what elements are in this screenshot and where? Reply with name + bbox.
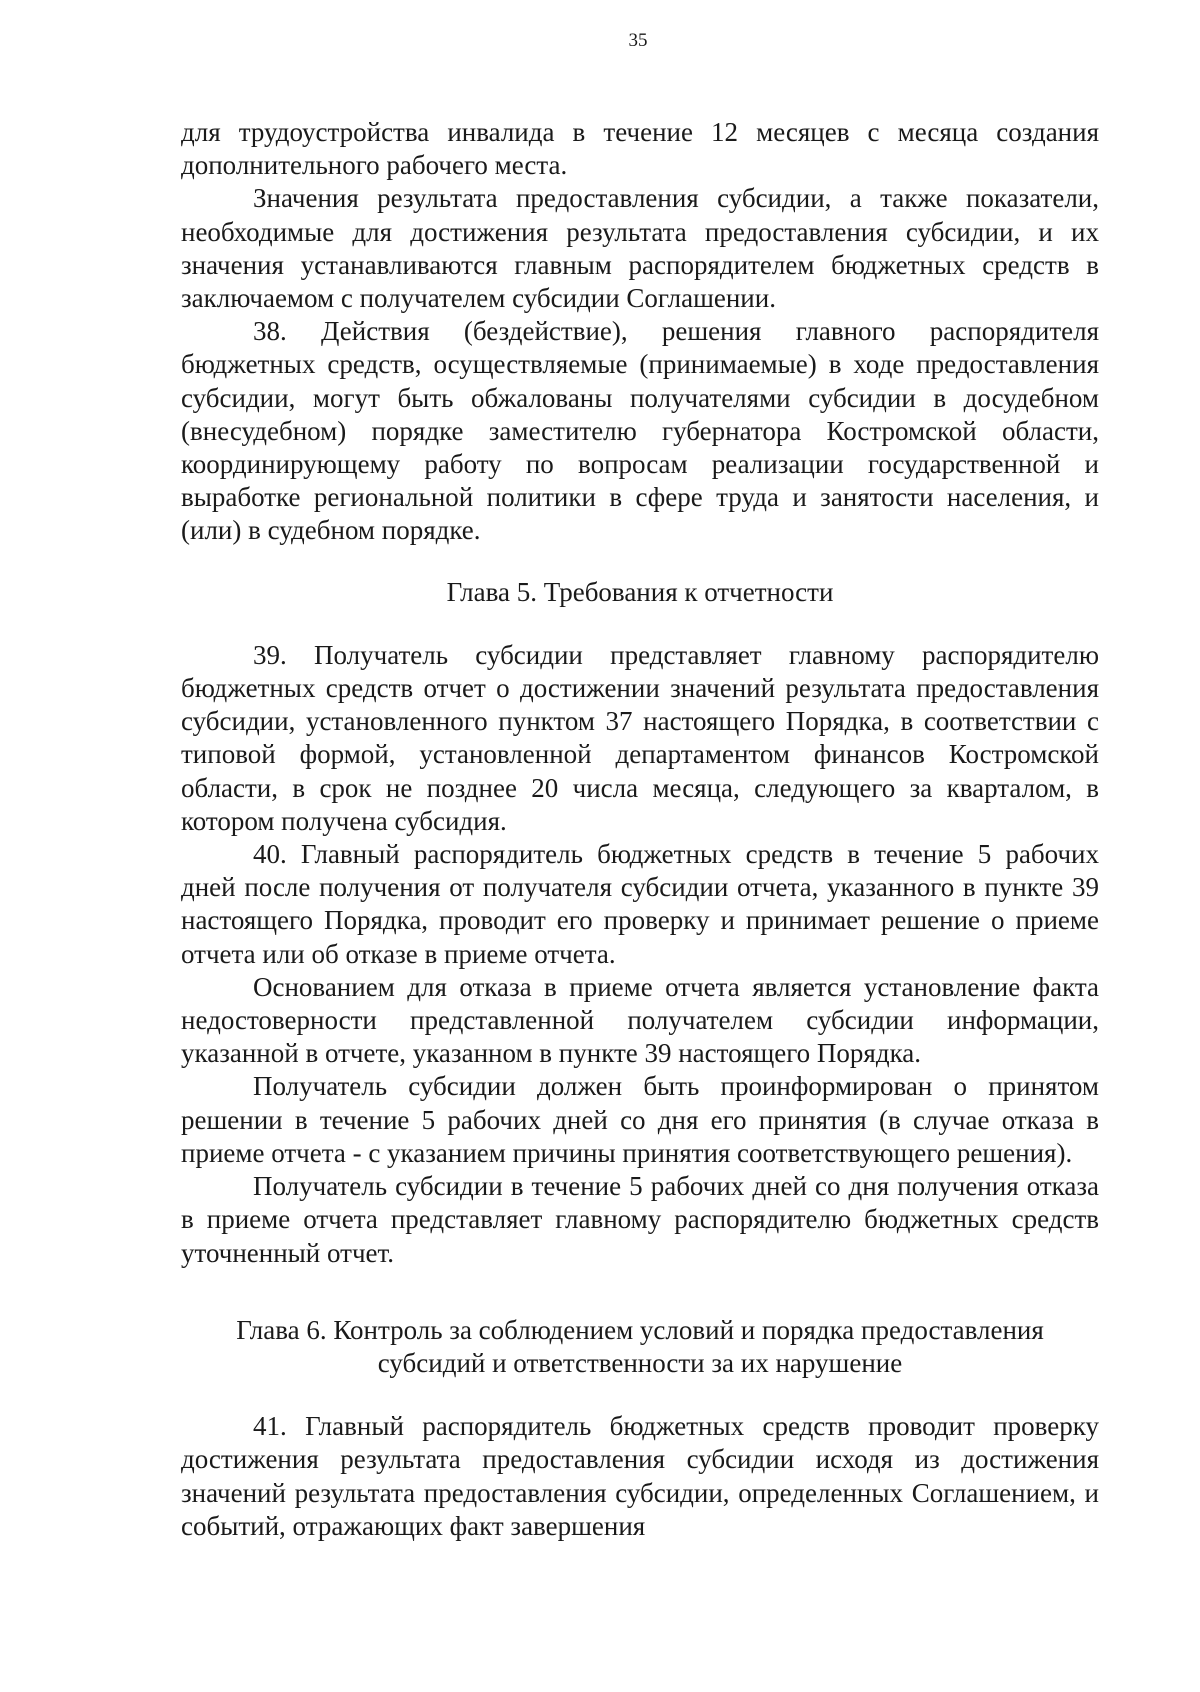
- paragraph-39: 39. Получатель субсидии представляет главному распорядителю бюджетных средств отчет о достижении значений результата предоставления субсидии, установленного пунктом 37 настоящего Порядка, в соответствии с типовой формой, установленной департаментом финансов Костромской области, в срок не позднее 20 числа месяца, следующего за кварталом, в котором получена субсидия.: [181, 639, 1099, 836]
- page-number: 35: [628, 30, 648, 51]
- paragraph-corrected-report: Получатель субсидии в течение 5 рабочих дней со дня получения отказа в приеме отчета представляет главному распорядителю бюджетных средств уточненный отчет.: [181, 1171, 1099, 1268]
- paragraph-continuation: для трудоустройства инвалида в течение 12 месяцев с месяца создания дополнительного рабочего места.: [181, 117, 1099, 181]
- paragraph-41: 41. Главный распорядитель бюджетных средств проводит проверку достижения результата предоставления субсидии исходя из достижения значений результата предоставления субсидии, определенных Соглашением, и событий, отражающих факт завершения: [181, 1411, 1099, 1541]
- paragraph-result-values: Значения результата предоставления субсидии, а также показатели, необходимые для достижения результата предоставления субсидии, и их значения устанавливаются главным распорядителем бюджетных средств в заключаемом с получателем субсидии Соглашении.: [181, 183, 1099, 314]
- paragraph-38: 38. Действия (бездействие), решения главного распорядителя бюджетных средств, осуществляемые (принимаемые) в ходе предоставления субсидии, могут быть обжалованы получателями субсидии в досудебном (внесудебном) порядке заместителю губернатора Костромской области, координирующему работу по вопросам реализации государственной и выработке региональной политики в сфере труда и занятости населения, и (или) в судебном порядке.: [181, 316, 1099, 546]
- paragraph-40: 40. Главный распорядитель бюджетных средств в течение 5 рабочих дней после получения от получателя субсидии отчета, указанного в пункте 39 настоящего Порядка, проводит его проверку и принимает решение о приеме отчета или об отказе в приеме отчета.: [181, 839, 1099, 969]
- chapter-6-title-line-2: субсидий и ответственности за их нарушение: [377, 1347, 903, 1378]
- document-body: [181, 116, 1099, 1543]
- paragraph-notification: Получатель субсидии должен быть проинформирован о принятом решении в течение 5 рабочих дней со дня его принятия (в случае отказа в приеме отчета - с указанием причины принятия соответствующего решения).: [181, 1071, 1099, 1168]
- paragraph-refusal-grounds: Основанием для отказа в приеме отчета является установление факта недостоверности представленной получателем субсидии информации, указанной в отчете, указанном в пункте 39 настоящего Порядка.: [181, 971, 1099, 1069]
- chapter-6-title: [181, 1314, 1099, 1380]
- chapter-6-title-line-1: Глава 6. Контроль за соблюдением условий и порядка предоставления: [236, 1314, 1044, 1345]
- chapter-5-title: Глава 5. Требования к отчетности: [446, 576, 834, 607]
